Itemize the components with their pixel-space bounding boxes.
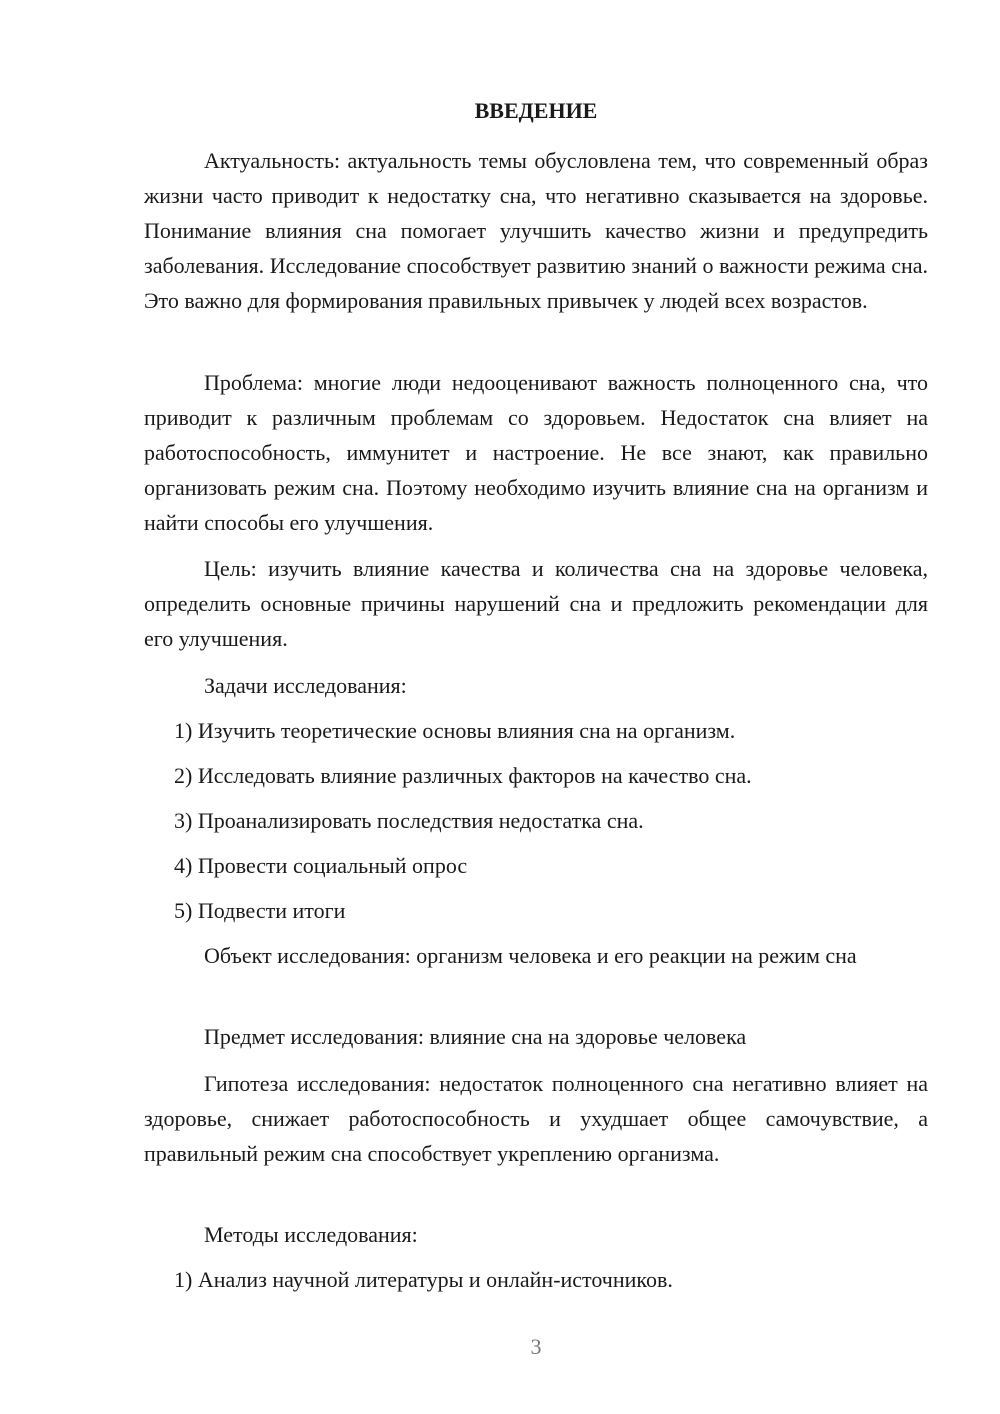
goal-paragraph: Цель: изучить влияние качества и количества сна на здоровье человека, определить основные причины нарушений сна и предложить рекомендации для его улучшения.: [144, 556, 928, 651]
page-heading: ВВЕДЕНИЕ: [474, 98, 598, 123]
relevance-section: [144, 143, 928, 318]
relevance-paragraph: Актуальность: актуальность темы обусловлена тем, что современный образ жизни часто приводит к недостатку сна, что негативно сказывается на здоровье. Понимание влияния сна помогает улучшить качество жизни и предупредить заболевания. Исследование способствует развитию знаний о важности режима сна. Это важно для формирования правильных привычек у людей всех возрастов.: [144, 148, 928, 313]
page-number: 3: [530, 1334, 542, 1359]
hypothesis-paragraph: Гипотеза исследования: недостаток полноценного сна негативно влияет на здоровье, снижает работоспособность и ухудшает общее самочувствие, а правильный режим сна способствует укреплению организма.: [144, 1071, 928, 1166]
object-paragraph: Объект исследования: организм человека и его реакции на режим сна: [204, 943, 857, 968]
hypothesis-section: [144, 1066, 928, 1171]
subject-section: [144, 1019, 928, 1054]
tasks-list-5: [144, 893, 928, 928]
task-item-4: 4) Провести социальный опрос: [174, 853, 468, 878]
goal-section: [144, 551, 928, 656]
tasks-list-3: [144, 803, 928, 838]
tasks-title: Задачи исследования:: [204, 673, 407, 698]
methods-title: Методы исследования:: [204, 1222, 418, 1247]
task-item-2: 2) Исследовать влияние различных факторов на качество сна.: [174, 763, 752, 788]
methods-list: [144, 1262, 928, 1297]
tasks-list: [144, 713, 928, 748]
object-section: [144, 938, 928, 973]
subject-paragraph: Предмет исследования: влияние сна на здоровье человека: [204, 1024, 747, 1049]
problem-paragraph: Проблема: многие люди недооценивают важность полноценного сна, что приводит к различным проблемам со здоровьем. Недостаток сна влияет на работоспособность, иммунитет и настроение. Не все знают, как правильно организовать режим сна. Поэтому необходимо изучить влияние сна на организм и найти способы его улучшения.: [144, 370, 928, 535]
methods-title-section: [144, 1217, 928, 1252]
tasks-title-section: [144, 668, 928, 703]
task-item-5: 5) Подвести итоги: [174, 898, 346, 923]
tasks-list-2: [144, 758, 928, 793]
problem-section: [144, 365, 928, 540]
tasks-list-4: [144, 848, 928, 883]
task-item-3: 3) Проанализировать последствия недостатка сна.: [174, 808, 644, 833]
method-item-1: 1) Анализ научной литературы и онлайн-источников.: [174, 1267, 673, 1292]
task-item-1: 1) Изучить теоретические основы влияния сна на организм.: [174, 718, 736, 743]
